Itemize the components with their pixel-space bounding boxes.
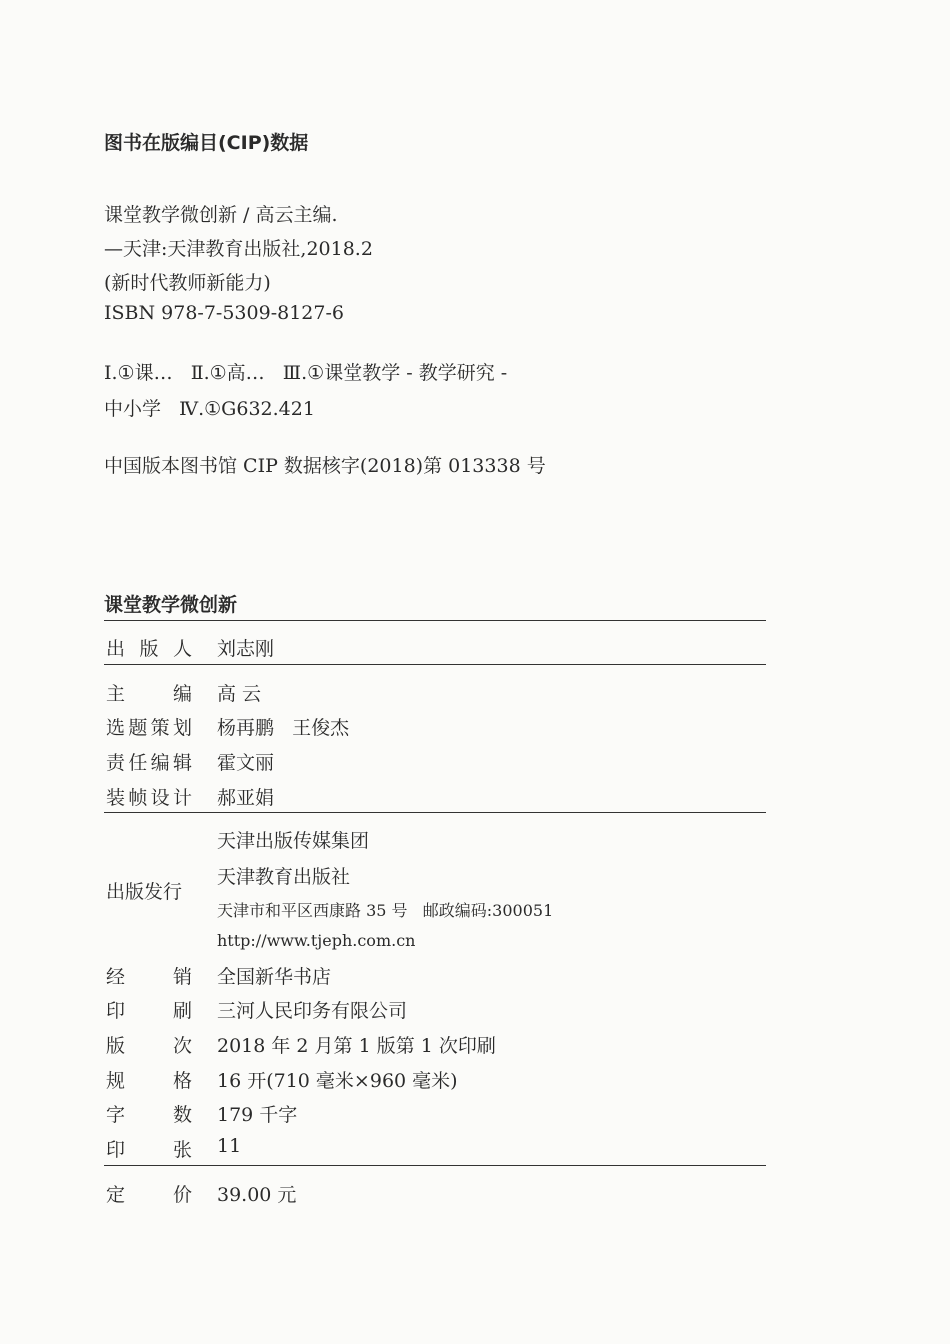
cip-classification-line-1: Ⅰ.①课… Ⅱ.①高… Ⅲ.①课堂教学 - 教学研究 - — [104, 362, 508, 384]
divider — [104, 620, 766, 621]
planning-label: 选 题 策 划 — [106, 717, 192, 739]
divider — [104, 1165, 766, 1166]
sheets-value: 11 — [217, 1135, 242, 1157]
publisher-person-value: 刘志刚 — [217, 638, 275, 660]
divider — [104, 664, 766, 665]
responsible-editor-value: 霍文丽 — [217, 752, 275, 774]
distribution-publisher: 天津教育出版社 — [217, 866, 351, 888]
distribution-address: 天津市和平区西康路 35 号 邮政编码:300051 — [217, 901, 554, 920]
format-label: 规 格 — [106, 1070, 192, 1092]
cip-heading: 图书在版编目(CIP)数据 — [104, 132, 309, 154]
design-label: 装 帧 设 计 — [106, 787, 192, 809]
book-title: 课堂教学微创新 — [104, 594, 238, 616]
editor-label: 主 编 — [106, 683, 192, 705]
divider — [104, 812, 766, 813]
editor-value: 高 云 — [217, 683, 262, 705]
printer-label: 印 刷 — [106, 1000, 192, 1022]
sheets-label: 印 张 — [106, 1139, 192, 1161]
cip-isbn-line: ISBN 978-7-5309-8127-6 — [104, 302, 344, 324]
publisher-person-label: 出 版 人 — [106, 638, 192, 660]
seller-value: 全国新华书店 — [217, 966, 332, 988]
seller-label: 经 销 — [106, 966, 192, 988]
planning-value: 杨再鹏 王俊杰 — [217, 717, 350, 739]
format-value: 16 开(710 毫米×960 毫米) — [217, 1070, 458, 1092]
distribution-website: http://www.tjeph.com.cn — [217, 931, 416, 950]
cip-verification: 中国版本图书馆 CIP 数据核字(2018)第 013338 号 — [104, 455, 546, 477]
word-count-label: 字 数 — [106, 1104, 192, 1126]
printer-value: 三河人民印务有限公司 — [217, 1000, 408, 1022]
word-count-value: 179 千字 — [217, 1104, 298, 1126]
price-label: 定 价 — [106, 1184, 192, 1206]
cip-series-line: (新时代教师新能力) — [104, 272, 271, 294]
distribution-label: 出版发行 — [106, 881, 183, 903]
design-value: 郝亚娟 — [217, 787, 275, 809]
cip-classification-line-2: 中小学 Ⅳ.①G632.421 — [104, 398, 315, 420]
cip-title-line: 课堂教学微创新 / 高云主编. — [104, 204, 338, 226]
edition-value: 2018 年 2 月第 1 版第 1 次印刷 — [217, 1035, 496, 1057]
cip-publisher-line: —天津:天津教育出版社,2018.2 — [104, 238, 373, 260]
edition-label: 版 次 — [106, 1035, 192, 1057]
price-value: 39.00 元 — [217, 1184, 297, 1206]
responsible-editor-label: 责 任 编 辑 — [106, 752, 192, 774]
distribution-group: 天津出版传媒集团 — [217, 830, 370, 852]
